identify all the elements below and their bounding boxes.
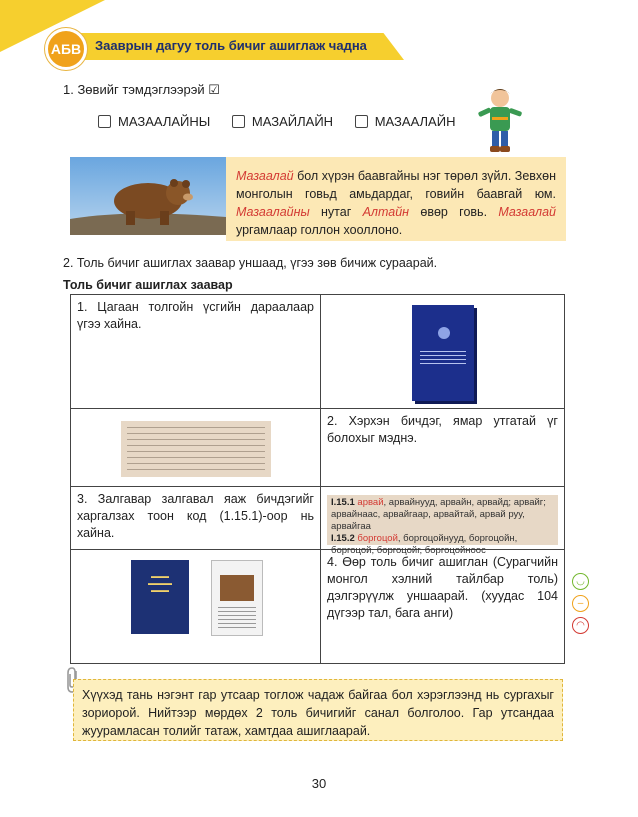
info-text: нутаг	[309, 205, 363, 219]
mongolian-boy-mascot-icon	[470, 84, 530, 156]
entry-headword: боргоцой	[357, 533, 398, 544]
table-row	[71, 409, 565, 487]
smile-face-icon[interactable]: ◡	[572, 573, 589, 590]
highlight-word: Мазаалай	[236, 169, 294, 183]
guide-step-1	[71, 295, 321, 409]
highlight-word: Мазаалайны	[236, 205, 310, 219]
books-row	[131, 560, 314, 636]
guide-step-2	[321, 409, 565, 487]
book-cover-text-lines: ▬▬▬ ▬▬▬▬ ▬▬▬	[148, 574, 172, 594]
highlight-word: Мазаалай	[498, 205, 556, 219]
dictionary-entry-image	[121, 421, 271, 477]
option-label: МАЗАЙЛАЙН	[251, 114, 334, 129]
dictionary-book-icon	[412, 305, 474, 401]
guide-title: Толь бичиг ашиглах заавар	[63, 278, 233, 292]
abv-badge-icon: АБВ	[45, 28, 87, 70]
entry-headword: арвай	[357, 497, 384, 508]
parent-note: Хүүхэд тань нэгэнт гар утсаар тоглож чадаж байгаа бол хэрэглээнд нь сургахыг зориорой. Нийтээр мөрдөх 2 толь бичигийг санал болголоо. Гар утсандаа жуурамласан толийг татаж, хамтдаа ашиглаарай.	[73, 679, 563, 741]
book-title-lines	[420, 351, 466, 365]
option-3[interactable]	[355, 114, 456, 129]
page-number: 30	[311, 776, 327, 791]
checkbox-icon[interactable]	[98, 115, 111, 128]
question-1: 1. Зөвийг тэмдэглээрэй ☑	[63, 82, 220, 97]
guide-step-4	[321, 550, 565, 664]
info-text: ургамлаар голлон хооллоно.	[236, 223, 403, 237]
checkbox-icon[interactable]	[232, 115, 245, 128]
books-cell	[71, 550, 321, 664]
table-row	[71, 487, 565, 550]
entry-code: I.15.1	[331, 497, 355, 508]
guide-step-3	[71, 487, 321, 550]
checkbox-icon[interactable]	[355, 115, 368, 128]
page-text-lines	[218, 607, 256, 629]
entry-text-lines	[127, 427, 265, 471]
question-2: 2. Толь бичиг ашиглах заавар уншаад, үгээ зөв бичиж сураарай.	[63, 256, 438, 270]
bear-photo	[70, 157, 226, 235]
student-dictionary-book-icon	[131, 560, 189, 634]
option-1[interactable]	[98, 114, 210, 129]
dictionary-cover-cell	[321, 295, 565, 409]
step-text: 3. Залгавар залгавал яаж бичдэгийг харгалзах тоон код (1.15.1)-оор нь хайна.	[77, 492, 314, 540]
option-2[interactable]	[232, 114, 333, 129]
dictionary-page-icon	[211, 560, 263, 636]
table-row	[71, 550, 565, 664]
step-text: 2. Хэрхэн бичдэг, ямар утгатай үг болохыг мэднэ.	[327, 414, 558, 445]
suffix-entry-image	[327, 495, 558, 556]
page-title: Зааврын дагуу толь бичиг ашиглаж чадна	[95, 38, 367, 53]
emblem-icon	[438, 327, 450, 339]
neutral-face-icon[interactable]: –	[572, 595, 589, 612]
entry-forms: , арвайнууд, арвайн, арвайд;	[383, 497, 512, 508]
entry-forms: арвайг; арвайнаас, арвайгаар, арвайтай, арвай руу, арвайгаа	[331, 497, 546, 532]
step-text: 1. Цагаан толгойн үсгийн дараалаар үгээ хайна.	[77, 300, 314, 331]
info-text: бол хүрэн баавгайны нэг төрөл зүйл. Зевхөн монголын говьд амьдардаг, говийн баавгай юм.	[236, 169, 557, 201]
answer-options	[98, 114, 473, 131]
sad-face-icon[interactable]: ◠	[572, 617, 589, 634]
info-text: өвөр говь.	[409, 205, 499, 219]
dictionary-entry-cell	[71, 409, 321, 487]
feedback-faces	[572, 573, 594, 639]
guide-table	[70, 294, 565, 664]
entry-forms: , боргоцойнууд, боргоцойн, боргоцой, боргоцойг, боргоцойноос	[331, 533, 518, 556]
option-label: МАЗААЛАЙН	[374, 114, 456, 129]
info-box	[226, 157, 566, 241]
highlight-word: Алтайн	[362, 205, 410, 219]
entry-code: I.15.2	[331, 533, 355, 544]
step-text: 4. Өөр толь бичиг ашиглан (Сурагчийн монгол хэлний тайлбар толь) дэлгэрүүлж уншаарай. (хуудас 104 дүгээр тал, бага анги)	[327, 555, 558, 620]
option-label: МАЗААЛАЙНЫ	[118, 114, 211, 129]
suffix-entry-cell	[321, 487, 565, 556]
bear-thumbnail	[220, 575, 254, 601]
table-row	[71, 295, 565, 409]
